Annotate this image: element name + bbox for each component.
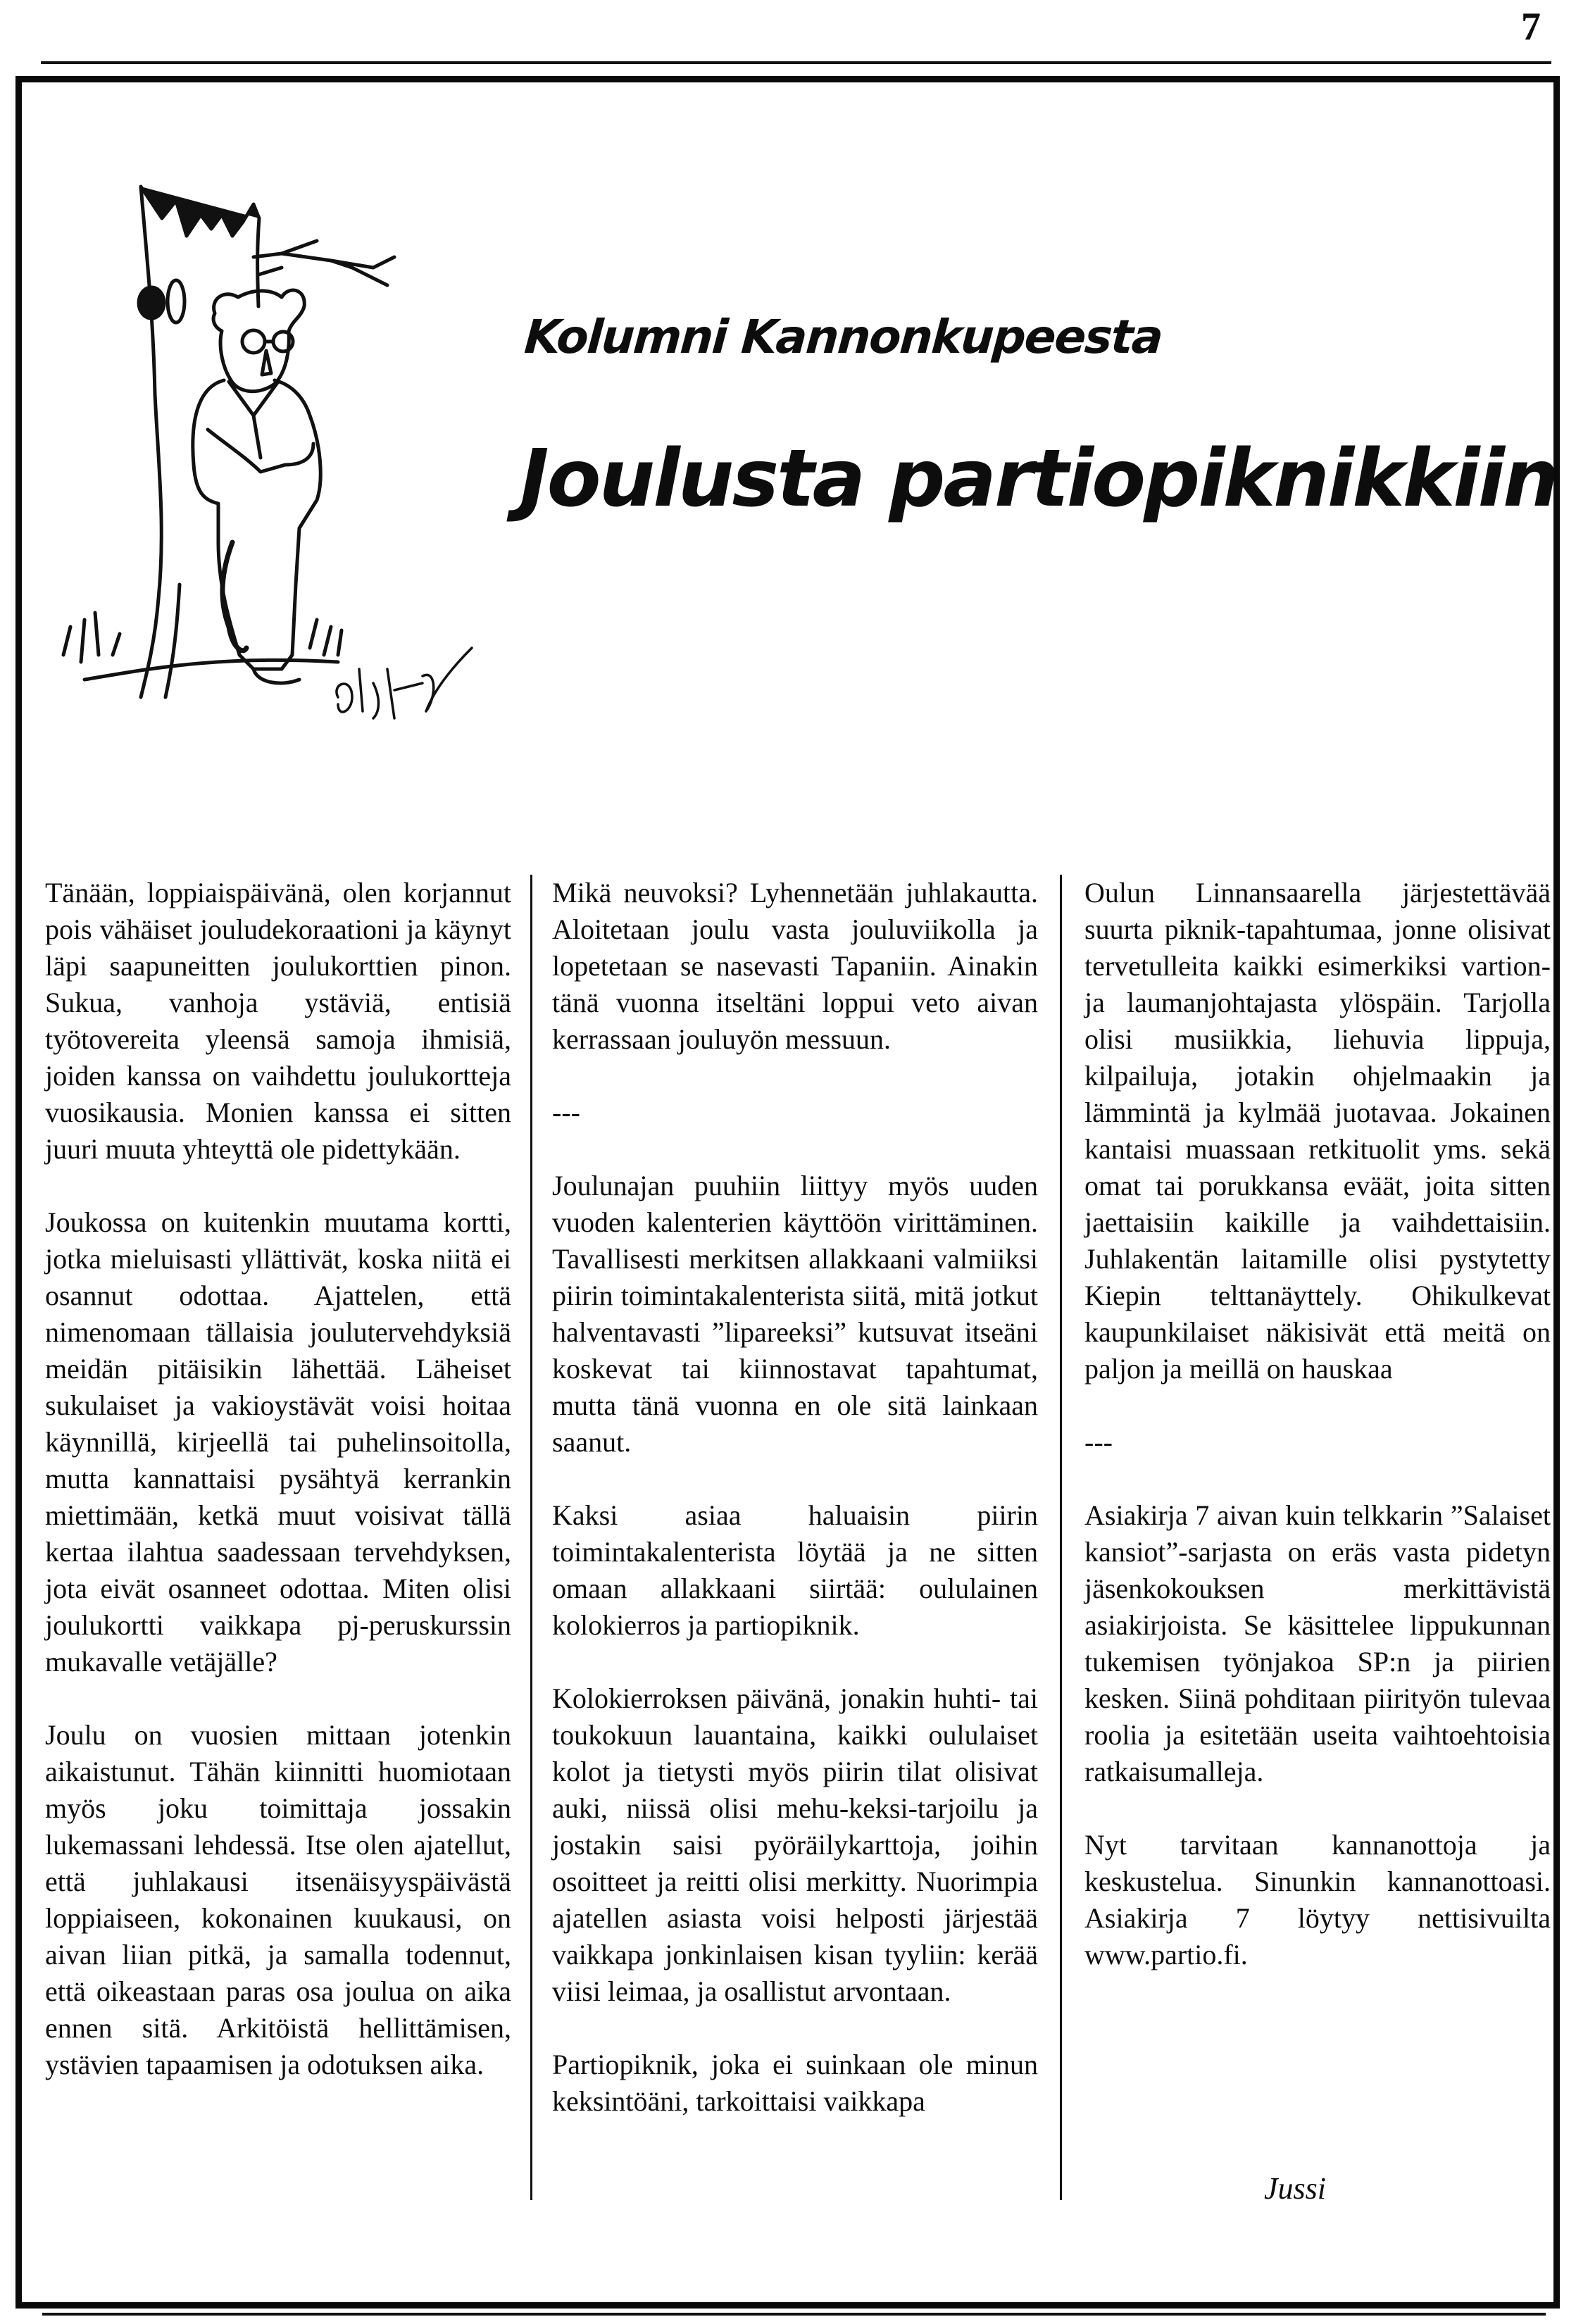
paragraph: Kolokierroksen päivänä, jonakin huhti- tai toukokuun lauantaina, kaikki oululaiset kolot ja tietysti myös piirin tilat olisivat auki, niissä olisi mehu-keksi-tarjoilu ja jostakin saisi pyöräilykarttoja, joihin osoitteet ja reitti olisi merkitty. Nuorimpia ajatellen asiasta voisi helposti järjestää vaikkapa jonkinlaisen kisan tyyliin: kerää viisi leimaa, ja osallistut arvontaan. xyxy=(552,1682,1038,2007)
article-column-1 xyxy=(45,875,511,2120)
bottom-rule xyxy=(42,2313,1546,2316)
paragraph: Joulu on vuosien mittaan jotenkin aikaistunut. Tähän kiinnitti huomiotaan myös joku toimittaja jossakin lukemassani lehdessä. Itse olen ajatellut, että juhlakausi itsenäisyyspäivästä loppiaiseen, kokonainen kuukausi, on aivan liian pitkä, ja samalla todennut, että oikeastaan paras osa joulua on aika ennen sitä. Arkitöistä hellittämisen, ystävien tapaamisen ja odotuksen aika. xyxy=(45,1719,511,2080)
column-divider xyxy=(1060,875,1062,2200)
tree-trunk xyxy=(141,187,161,697)
tree-hole xyxy=(139,287,164,318)
top-rule xyxy=(41,61,1551,64)
article-column-2 xyxy=(552,875,1038,2156)
bear-body xyxy=(193,380,320,669)
paragraph: Oulun Linnansaarella järjestettävää suurta piknik-tapahtumaa, jonne olisivat tervetulleita kaikki esimerkiksi vartion- ja laumanjohtajasta ylöspäin. Tarjolla olisi musiikkia, liehuvia lippuja, kilpailuja, jotakin ohjelmaakin ja lämmintä ja kylmää juotavaa. Jokainen kantaisi muassaan retkituolit yms. sekä omat tai porukkansa eväät, joita sitten jaettaisiin kaikille ja vaihdettaisiin. Juhlakentän laitamille olisi pystytetty Kiepin telttanäyttely. Ohikulkevat kaupunkilaiset näkisivät että meitä on paljon ja meillä on hauskaa xyxy=(1084,877,1551,1385)
bear-scout-by-tree-icon xyxy=(42,162,535,739)
section-separator: --- xyxy=(552,1097,580,1128)
tree-trunk-right xyxy=(258,218,259,306)
artist-signature xyxy=(337,648,472,718)
tree-broken-top xyxy=(141,187,259,236)
bear-feet xyxy=(254,669,299,683)
paragraph: Kaksi asiaa haluaisin piirin toimintakalenterista löytää ja ne sitten omaan allakkaani siirtää: oululainen kolokierros ja partiopiknik. xyxy=(552,1499,1038,1641)
column-kicker: Kolumni Kannonkupeesta xyxy=(523,310,1164,364)
bear-scarf xyxy=(229,382,278,458)
paragraph: Tänään, loppiaispäivänä, olen korjannut pois vähäiset jouludekoraationi ja käynyt läpi saapuneitten joulukorttien pinon. Sukua, vanhoja ystäviä, entisiä työtovereita yleensä samoja ihmisiä, joiden kanssa on vaihdettu joulukortteja vuosikausia. Monien kanssa ei sitten juuri muuta yhteyttä ole pidettykään. xyxy=(45,877,511,1165)
tree-trunk-inner xyxy=(165,585,180,697)
article-column-3 xyxy=(1084,875,1551,2010)
grass xyxy=(63,613,342,680)
section-separator: --- xyxy=(1084,1426,1113,1458)
column-divider xyxy=(530,875,532,2200)
paragraph: Joulunajan puuhiin liittyy myös uuden vuoden kalenterien käyttöön virittäminen. Tavallisesti merkitsen allakkaani valmiiksi piirin toimintakalenterista siitä, mitä jotkut halventavasti ”lipareeksi” kutsuvat itseäni koskevat tai kiinnostavat tapahtumat, mutta tänä vuonna en ole sitä lainkaan saanut. xyxy=(552,1170,1038,1458)
bear-nose xyxy=(262,351,271,375)
author-signature: Jussi xyxy=(1264,2171,1326,2206)
paragraph: Nyt tarvitaan kannanottoja ja keskustelua. Sinunkin kannanottoasi. Asiakirja 7 löytyy nettisivuilta www.partio.fi. xyxy=(1084,1829,1551,1970)
paragraph: Joukossa on kuitenkin muutama kortti, jotka mieluisasti yllättivät, koska niitä ei osannut odottaa. Ajattelen, että nimenomaan tällaisia joulutervehdyksiä meidän pitäisikin lähettää. Läheiset sukulaiset ja vakioystävät voisi hoitaa käynnillä, kirjeellä tai puhelinsoitolla, mutta kannattaisi pysähtyä kerrankin miettimään, ketkä muut voisivat tällä kertaa ilahtua saadessaan tervehdyksen, jota eivät osanneet odottaa. Miten olisi joulukortti vaikkapa pj-peruskurssin mukavalle vetäjälle? xyxy=(45,1206,511,1678)
paragraph: Asiakirja 7 aivan kuin telkkarin ”Salaiset kansiot”-sarjasta on eräs vasta pidetyn jäsenkokouksen merkittävistä asiakirjoista. Se käsittelee lippukunnan tukemisen työnjakoa SP:n ja piirien kesken. Siinä pohditaan piirityön tulevaa roolia ja esitetään useita vaihtoehtoisia ratkaisumalleja. xyxy=(1084,1499,1551,1787)
paragraph: Partiopiknik, joka ei suinkaan ole minun keksintöäni, tarkoittaisi vaikkapa xyxy=(552,2049,1038,2117)
paragraph: Mikä neuvoksi? Lyhennetään juhlakautta. Aloitetaan joulu vasta jouluviikolla ja lopetetaan se nasevasti Tapaniin. Ainakin tänä vuonna itseltäni loppui veto aivan kerrassaan jouluyön messuun. xyxy=(552,877,1038,1055)
bear-glasses-left xyxy=(242,330,265,353)
tree-branch xyxy=(254,241,394,285)
article-title: Joulusta partiopiknikkiin xyxy=(520,433,1557,525)
page-number: 7 xyxy=(1521,5,1541,49)
